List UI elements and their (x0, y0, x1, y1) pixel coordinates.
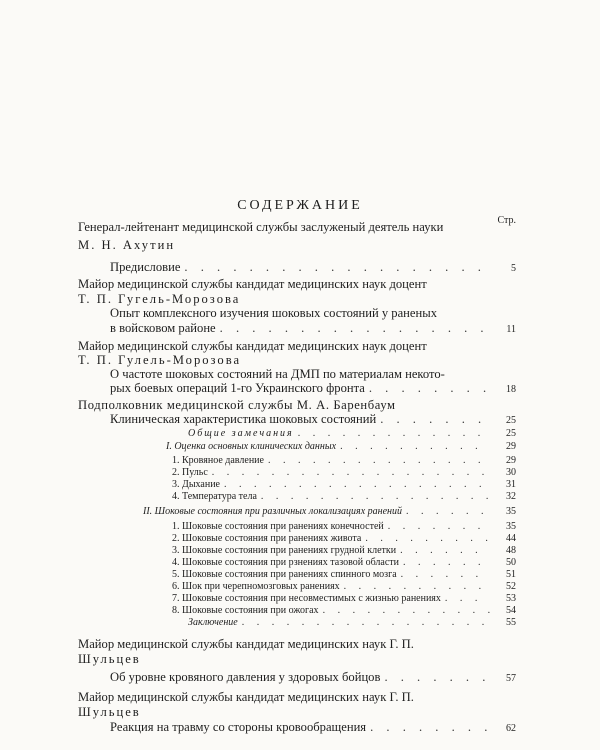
leader-dots (224, 479, 490, 491)
author-name: Шульцев (78, 652, 141, 666)
page-number: 53 (506, 593, 516, 604)
toc-subentry[interactable] (188, 617, 516, 629)
page-number: 51 (506, 569, 516, 580)
leader-dots (406, 506, 490, 518)
leader-dots (261, 491, 490, 503)
leader-dots (384, 670, 490, 684)
leader-dots (401, 569, 490, 581)
author-name: Т. П. Гугель-Морозова (78, 292, 241, 306)
toc-item[interactable] (172, 569, 516, 581)
author-line: Генерал-лейтенант медицинской службы заслуженый деятель науки (78, 220, 444, 234)
entry-title: Заключение (188, 617, 238, 628)
entry-title: 3. Шоковые состояния при ранениях грудной клетки (172, 545, 397, 556)
author-line: Подполковник медицинской службы М. А. Баренбаум (78, 398, 396, 412)
page-number: 29 (506, 441, 516, 452)
leader-dots (403, 557, 490, 569)
page-number: 55 (506, 617, 516, 628)
leader-dots (369, 381, 490, 395)
entry-title: 5. Шоковые состояния при ранениях спинного мозга (172, 569, 397, 580)
toc-item[interactable] (172, 593, 516, 605)
entry-title: 2. Пульс (172, 467, 208, 478)
author-line: Майор медицинской службы кандидат медицинских наук доцент (78, 277, 427, 291)
leader-dots (340, 441, 490, 453)
toc-item[interactable] (172, 557, 516, 569)
toc-entry[interactable] (110, 412, 516, 428)
entry-title: Реакция на травму со стороны кровообращения (110, 720, 367, 734)
author-line: Майор медицинской службы кандидат медицинских наук Г. П. (78, 690, 414, 704)
toc-item[interactable] (172, 521, 516, 533)
toc-item[interactable] (172, 455, 516, 467)
author-line: Майор медицинской службы кандидат медицинских наук Г. П. (78, 637, 414, 651)
leader-dots (344, 581, 490, 593)
leader-dots (268, 455, 490, 467)
leader-dots (298, 428, 490, 440)
toc-item[interactable] (172, 479, 516, 491)
leader-dots (400, 545, 490, 557)
entry-title: 4. Температура тела (172, 491, 257, 502)
entry-title: 2. Шоковые состояния при ранениях живота (172, 533, 362, 544)
page-number: 29 (506, 455, 516, 466)
toc-item[interactable] (172, 545, 516, 557)
page-number: 54 (506, 605, 516, 616)
page-number: 25 (506, 415, 516, 426)
leader-dots (212, 467, 490, 479)
entry-title: II. Шоковые состояния при различных локализациях ранений (143, 506, 402, 517)
entry-title: 1. Кровяное давление (172, 455, 264, 466)
toc-item[interactable] (172, 581, 516, 593)
leader-dots (184, 260, 490, 274)
page-number: 57 (506, 673, 516, 684)
page-number: 11 (506, 324, 516, 335)
toc-entry[interactable] (110, 670, 516, 686)
entry-title: 6. Шок при черепномозговых ранениях (172, 581, 340, 592)
entry-title: рых боевых операций 1-го Украинского фронта (110, 381, 365, 395)
entry-title: Общие замечания (188, 428, 294, 439)
entry-title: Клиническая характеристика шоковых состояний (110, 412, 377, 426)
toc-item[interactable] (172, 467, 516, 479)
page-number: 18 (506, 384, 516, 395)
entry-title: 3. Дыхание (172, 479, 220, 490)
toc-subentry[interactable] (188, 428, 516, 440)
leader-dots (323, 605, 490, 617)
entry-title-line: О частоте шоковых состояний на ДМП по материалам некото- (110, 367, 445, 381)
entry-title-line: Опыт комплексного изучения шоковых состояний у раненых (110, 306, 438, 320)
page-number: 44 (506, 533, 516, 544)
leader-dots (220, 321, 490, 335)
toc-entry[interactable] (110, 260, 516, 276)
toc-item[interactable] (172, 491, 516, 503)
leader-dots (370, 720, 490, 734)
page-number: 52 (506, 581, 516, 592)
toc-subentry[interactable] (143, 506, 516, 518)
toc-subentry[interactable] (166, 441, 516, 453)
page-number: 30 (506, 467, 516, 478)
leader-dots (380, 412, 490, 426)
leader-dots (388, 521, 490, 533)
entry-title: 1. Шоковые состояния при ранениях конечностей (172, 521, 384, 532)
toc-entry[interactable] (110, 720, 516, 736)
entry-title: Об уровне кровяного давления у здоровых бойцов (110, 670, 381, 684)
entry-title: Предисловие (110, 260, 181, 274)
page-number: 31 (506, 479, 516, 490)
entry-title: 8. Шоковые состояния при ожогах (172, 605, 319, 616)
page-number: 50 (506, 557, 516, 568)
author-name: М. Н. Ахутин (78, 238, 176, 252)
author-name: Т. П. Гулель-Морозова (78, 353, 242, 367)
toc-item[interactable] (172, 605, 516, 617)
toc-entry[interactable] (110, 381, 516, 397)
page-number: 32 (506, 491, 516, 502)
page-number: 35 (506, 506, 516, 517)
leader-dots (242, 617, 490, 629)
page-number: 25 (506, 428, 516, 439)
author-name: Шульцев (78, 705, 141, 719)
entry-title: I. Оценка основных клинических данных (166, 441, 337, 452)
page-title: СОДЕРЖАНИЕ (237, 198, 363, 213)
page-column-label: Стр. (497, 215, 516, 226)
toc-entry[interactable] (110, 321, 516, 337)
author-line: Майор медицинской службы кандидат медицинских наук доцент (78, 339, 427, 353)
entry-title: в войсковом районе (110, 321, 216, 335)
entry-title: 7. Шоковые состояния при несовместимых с жизнью ранениях (172, 593, 441, 604)
leader-dots (365, 533, 490, 545)
page-number: 62 (506, 723, 516, 734)
entry-title: 4. Шоковые состояния при рзнениях тазовой области (172, 557, 400, 568)
toc-item[interactable] (172, 533, 516, 545)
leader-dots (445, 593, 490, 605)
page-number: 5 (511, 263, 516, 274)
page-number: 48 (506, 545, 516, 556)
page-number: 35 (506, 521, 516, 532)
